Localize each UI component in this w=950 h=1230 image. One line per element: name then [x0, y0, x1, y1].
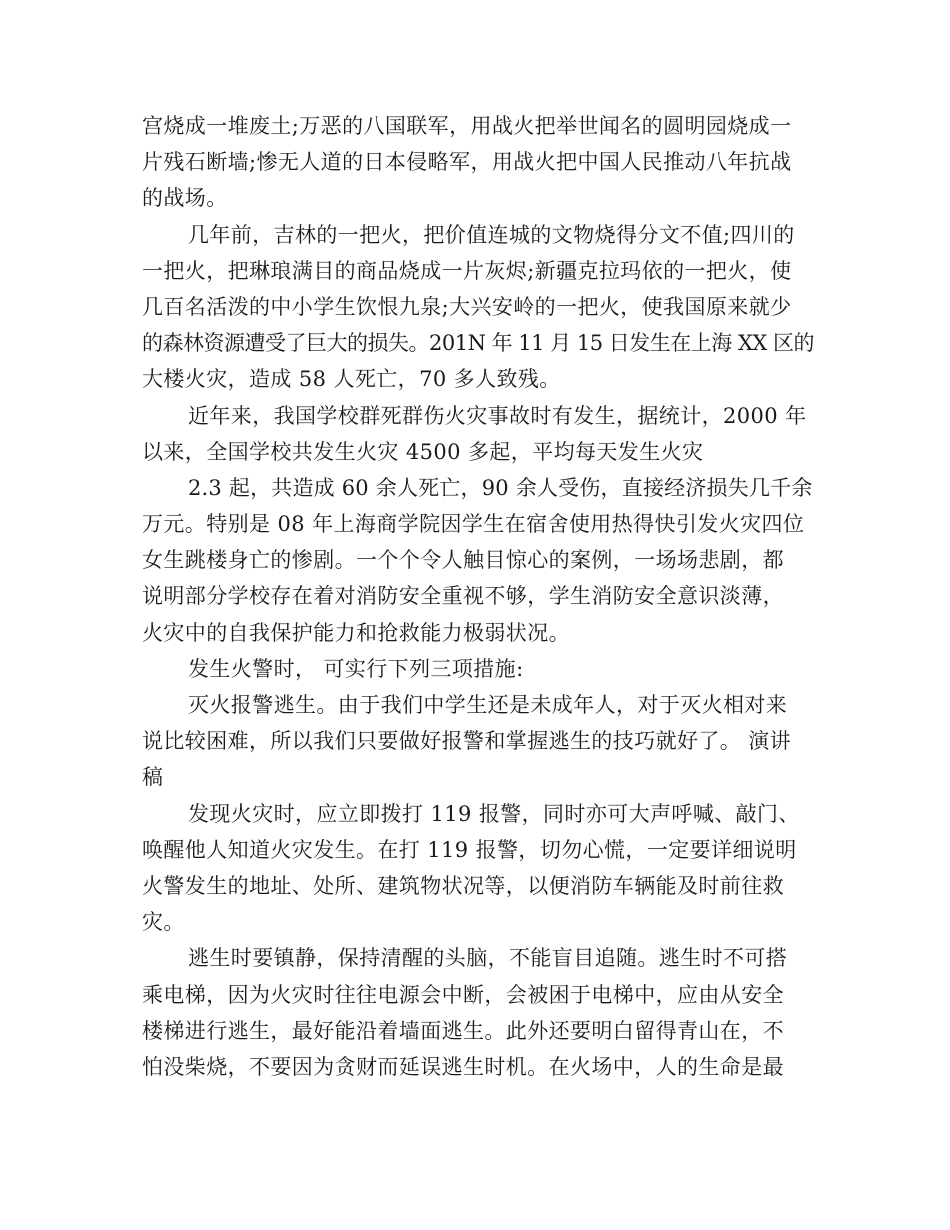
text-line: 的森林资源遭受了巨大的损失。201N 年 11 月 15 日发生在上海 XX 区的 [142, 331, 815, 356]
text-line: 大楼火灾，造成 58 人死亡，70 多人致残。 [142, 367, 561, 392]
text-line: 灾。 [142, 910, 185, 935]
text-line: 几年前，吉林的一把火，把价值连城的文物烧得分文不值;四川的 [188, 222, 795, 247]
text-line: 唤醒他人知道火灾发生。在打 119 报警，切勿心慌，一定要详细说明 [142, 837, 797, 862]
text-line: 近年来，我国学校群死群伤火灾事故时有发生，据统计，2000 年 [188, 403, 807, 428]
text-line: 乘电梯，因为火灾时往往电源会中断，会被困于电梯中，应由从安全 [142, 982, 784, 1007]
text-line: 女生跳楼身亡的惨剧。一个个令人触目惊心的案例，一场场悲剧，都 [142, 548, 784, 573]
text-line: 发生火警时， 可实行下列三项措施: [188, 656, 524, 681]
text-line: 说比较困难，所以我们只要做好报警和掌握逃生的技巧就好了。 演讲 [142, 729, 792, 754]
text-line: 的战场。 [142, 186, 228, 211]
text-line: 万元。特别是 08 年上海商学院因学生在宿舍使用热得快引发火灾四位 [142, 512, 805, 537]
text-line: 宫烧成一堆废土;万恶的八国联军，用战火把举世闻名的圆明园烧成一 [142, 114, 792, 138]
text-line: 以来，全国学校共发生火灾 4500 多起，平均每天发生火灾 [142, 439, 704, 464]
text-line: 怕没柴烧，不要因为贪财而延误逃生时机。在火场中，人的生命是最 [142, 1054, 784, 1079]
text-line: 一把火，把琳琅满目的商品烧成一片灰烬;新疆克拉玛依的一把火，使 [142, 258, 792, 283]
text-line: 火灾中的自我保护能力和抢救能力极弱状况。 [142, 620, 570, 645]
document-body [142, 108, 814, 1085]
text-line: 灭火报警逃生。由于我们中学生还是未成年人，对于灭火相对来 [188, 693, 788, 717]
text-line: 说明部分学校存在着对消防安全重视不够，学生消防安全意识淡薄， [142, 584, 784, 609]
text-line: 几百名活泼的中小学生饮恨九泉;大兴安岭的一把火，使我国原来就少 [142, 294, 792, 319]
text-line: 2.3 起，共造成 60 余人死亡，90 余人受伤，直接经济损失几千余 [188, 475, 813, 500]
text-line: 片残石断墙;惨无人道的日本侵略军，用战火把中国人民推动八年抗战 [142, 150, 792, 175]
text-line: 逃生时要镇静，保持清醒的头脑，不能盲目追随。逃生时不可搭 [188, 946, 788, 971]
text-line: 火警发生的地址、处所、建筑物状况等，以便消防车辆能及时前往救 [142, 873, 784, 898]
text-line: 发现火灾时，应立即拨打 119 报警，同时亦可大声呼喊、敲门、 [188, 801, 800, 826]
text-line: 稿 [142, 765, 164, 790]
text-line: 楼梯进行逃生，最好能沿着墙面逃生。此外还要明白留得青山在，不 [142, 1018, 784, 1043]
